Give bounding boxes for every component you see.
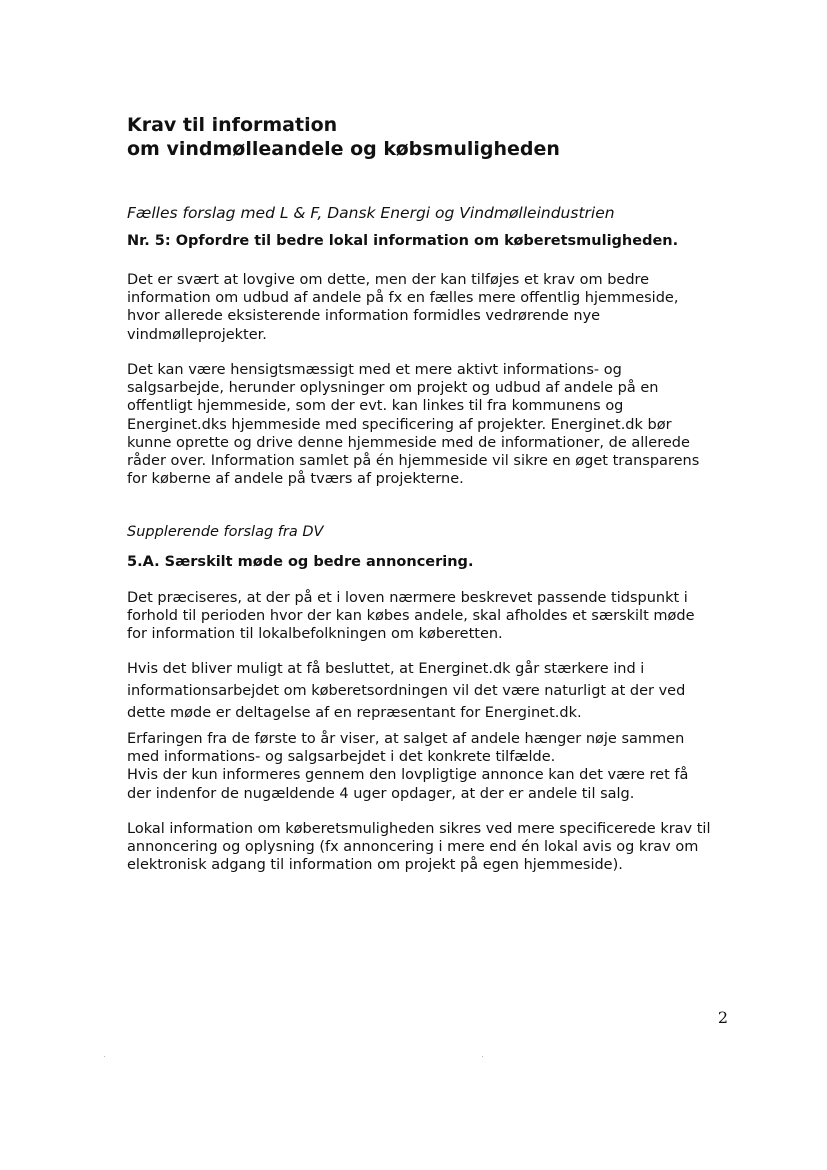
title-line: Krav til information [127,114,338,136]
section-2-paragraph-3 [127,730,767,803]
text-line: Lokal information om køberetsmuligheden sikres ved mere specificerede krav til [127,821,711,837]
text-line: offentligt hjemmeside, som der evt. kan linkes til fra kommunens og [127,398,624,415]
text-line: der indenfor de nugældende 4 uger opdager, at der er andele til salg. [127,785,635,802]
text-line: Det kan være hensigtsmæssigt med et mere aktivt informations- og [127,362,622,378]
text-line: forhold til perioden hvor der kan købes andele, skal afholdes et særskilt møde [127,608,695,625]
scan-speck [104,1056,105,1057]
text-line: Energinet.dks hjemmeside med specificering af projekter. Energinet.dk bør [127,416,672,433]
text-line: for information til lokalbefolkningen om køberetten. [127,626,503,643]
text-line: hvor allerede eksisterende information formidles vedrørende nye [127,308,601,325]
text-line: Erfaringen fra de første to år viser, at salget af andele hænger nøje sammen [127,731,685,747]
text-line: dette møde er deltagelse af en repræsentant for Energinet.dk. [127,705,582,721]
text-line: Hvis det bliver muligt at få besluttet, at Energinet.dk går stærkere ind i [127,661,645,677]
section-2-heading: 5.A. Særskilt møde og bedre annoncering. [127,554,474,570]
section-1-paragraph-2 [127,361,767,488]
section-2-paragraph-1 [127,589,767,644]
text-line: kunne oprette og drive denne hjemmeside med de informationer, de allerede [127,434,690,451]
text-line: vindmølleprojekter. [127,326,267,343]
section-1-heading: Nr. 5: Opfordre til bedre lokal information om køberetsmuligheden. [127,233,679,249]
text-line: med informations- og salgsarbejdet i det konkrete tilfælde. [127,749,556,766]
text-line: annoncering og oplysning (fx annoncering i mere end én lokal avis og krav om [127,839,699,856]
text-line: informationsarbejdet om køberetsordningen vil det være naturligt at der ved [127,683,686,699]
page-number: 2 [717,1008,728,1027]
text-line: elektronisk adgang til information om projekt på egen hjemmeside). [127,857,623,874]
text-line: Det er svært at lovgive om dette, men der kan tilføjes et krav om bedre [127,272,650,288]
text-line: Hvis der kun informeres gennem den lovpligtige annonce kan det være ret få [127,767,689,784]
section-2-paragraph-4 [127,820,767,875]
section-2-subtitle: Supplerende forslag fra DV [127,524,324,540]
scan-speck [482,1056,483,1057]
text-line: salgsarbejde, herunder oplysninger om projekt og udbud af andele på en [127,380,659,397]
section-1-paragraph-1 [127,271,767,344]
section-2-paragraph-2 [127,658,767,724]
text-line: for køberne af andele på tværs af projekterne. [127,471,464,488]
text-line: Det præciseres, at der på et i loven nærmere beskrevet passende tidspunkt i [127,590,688,606]
section-1-subtitle: Fælles forslag med L & F, Dansk Energi og Vindmølleindustrien [127,204,615,222]
text-line: råder over. Information samlet på én hjemmeside vil sikre en øget transparens [127,453,700,470]
title-line: om vindmølleandele og købsmuligheden [127,138,560,160]
document-title [127,113,747,161]
text-line: information om udbud af andele på fx en fælles mere offentlig hjemmeside, [127,290,679,307]
